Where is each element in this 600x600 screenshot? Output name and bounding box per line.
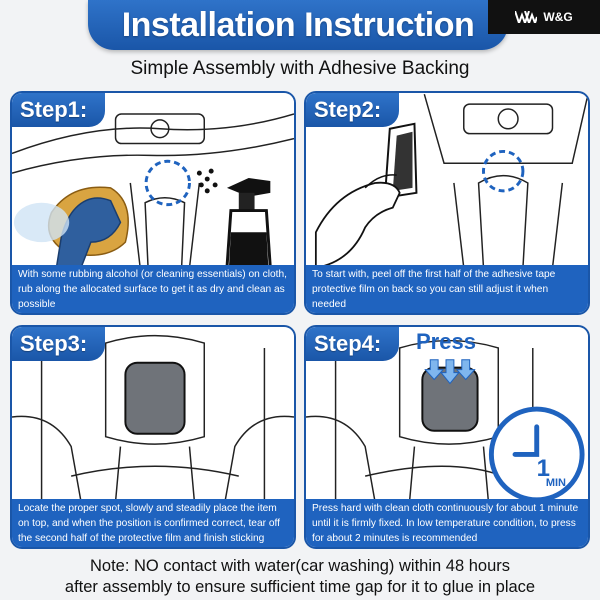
step-3-caption: Locate the proper spot, slowly and steadily place the item on top, and when the position is confirmed correct, tear off the second half of the protective film and finish sticking	[12, 499, 294, 547]
page-title: Installation Instruction	[121, 5, 475, 44]
step-1-panel	[10, 91, 296, 315]
footer-note	[0, 556, 600, 598]
step-1-label: Step1:	[12, 93, 105, 127]
timer-unit: MIN	[545, 477, 566, 489]
step-4-panel	[304, 325, 590, 549]
step-4-label: Step4:	[306, 327, 399, 361]
subtitle: Simple Assembly with Adhesive Backing	[130, 58, 470, 79]
timer-value: 1	[536, 455, 550, 482]
step-2-caption: To start with, peel off the first half of the adhesive tape protective film on back so you can still adjust it when needed	[306, 265, 588, 313]
press-label: Press	[416, 329, 476, 354]
brand-logo	[488, 0, 600, 34]
pad-icon	[125, 363, 184, 434]
step-2-label: Step2:	[306, 93, 399, 127]
brand-name: W&G	[543, 10, 573, 24]
header-banner	[88, 0, 508, 50]
step-4-caption: Press hard with clean cloth continuously for about 1 minute until it is firmly fixed. In low temperature condition, to press for about 2 minutes is recommended	[306, 499, 588, 547]
footer-line-2: after assembly to ensure sufficient time gap for it to glue in place	[64, 578, 536, 596]
step-1-caption: With some rubbing alcohol (or cleaning essentials) on cloth, rub along the allocated surface to get it as dry and clean as possible	[12, 265, 294, 313]
brand-mark-icon	[515, 11, 537, 23]
step-3-panel	[10, 325, 296, 549]
footer-line-1: Note: NO contact with water(car washing) within 48 hours	[89, 557, 510, 575]
step-3-label: Step3:	[12, 327, 105, 361]
step-2-panel	[304, 91, 590, 315]
